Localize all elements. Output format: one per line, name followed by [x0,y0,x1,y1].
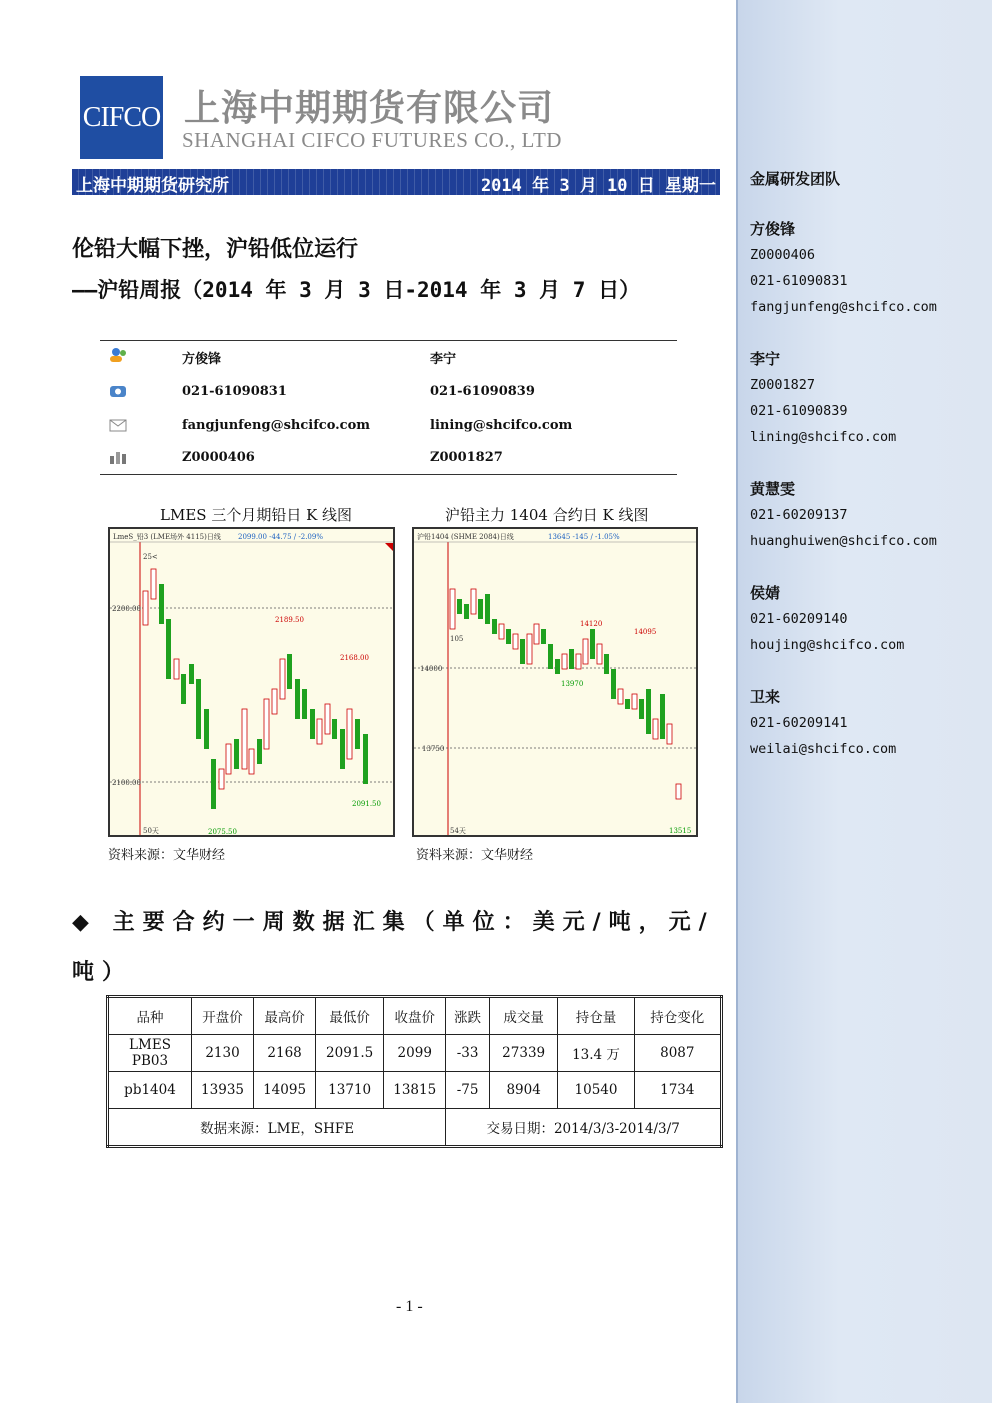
lme-candles [143,569,368,809]
author-2-phone: 021-61090839 [430,384,535,399]
chart-right-label-hi2: 14095 [634,628,657,636]
chart-icon [108,449,128,465]
member-email: houjing@shcifco.com [750,637,905,653]
shfe-lead-kline-chart [412,527,698,837]
mail-icon [108,417,128,433]
author-2-name: 李宁 [430,352,457,367]
chart-right-label-y1: 14000 [420,665,443,673]
contact-row-ids [100,447,677,471]
member-name: 李宁 [750,350,781,368]
table-cell: -33 [446,1035,490,1072]
table-cell: 1734 [634,1072,721,1109]
table-header-cell: 开盘价 [192,997,254,1035]
table-date-range: 交易日期：2014/3/3-2014/3/7 [446,1109,722,1147]
table-cell: 13815 [384,1072,446,1109]
chart-right-header-vals: 13645 -145 / -1.05% [548,533,620,541]
member-id: Z0000406 [750,247,816,263]
table-cell: 2099 [384,1035,446,1072]
table-header-row [108,997,722,1035]
person-icon [108,347,128,363]
team-member [750,580,904,658]
chart-left-header-vals: 2099.00 -44.75 / -2.09% [238,533,323,541]
report-subtitle: ——沪铅周报（2014 年 3 月 3 日-2014 年 3 月 7 日） [72,278,641,302]
chart-right-header: 沪铅1404 (SHME 2084)日线 [417,533,514,541]
company-name-cn: 上海中期期货有限公司 [184,88,555,129]
table-row [108,1035,722,1072]
table-cell: 10540 [558,1072,634,1109]
table-cell: 8087 [634,1035,721,1072]
table-cell: -75 [446,1072,490,1109]
table-cell: 13710 [316,1072,384,1109]
author-contact-block [100,340,677,475]
table-cell: 27339 [489,1035,558,1072]
table-header-cell: 最高价 [254,997,316,1035]
table-source: 数据来源：LME，SHFE [108,1109,446,1147]
table-cell: LMES PB03 [108,1035,192,1072]
chart-left-label-bottom: 50天 [143,827,159,835]
member-phone: 021-60209140 [750,611,848,627]
banner-date: 2014 年 3 月 10 日 星期一 [480,176,716,196]
team-member [750,346,896,450]
table-header-cell: 品种 [108,997,192,1035]
banner-institute: 上海中期期货研究所 [76,176,229,196]
table-cell: pb1404 [108,1072,192,1109]
member-name: 方俊锋 [750,220,796,238]
chart-right-label-top: 105 [450,635,464,643]
chart-left-label-y2: 2100.00 [112,779,141,787]
chart-left-label-hi: 2189.50 [275,616,304,624]
member-email: fangjunfeng@shcifco.com [750,299,937,315]
header-banner [72,169,720,195]
contact-row-phones [100,381,677,405]
table-cell: 13935 [192,1072,254,1109]
author-1-email: fangjunfeng@shcifco.com [182,418,371,433]
chart-right-label-y2: 13750 [422,745,445,753]
table-header-cell: 收盘价 [384,997,446,1035]
member-phone: 021-60209141 [750,715,848,731]
chart-right-label-lo: 13970 [561,680,584,688]
chart-left-header: LmeS_铅3 (LME场外 4115)日线 [113,533,221,541]
member-phone: 021-61090831 [750,273,848,289]
chart-left-label-hi2: 2168.00 [340,654,369,662]
author-1-name: 方俊锋 [182,352,222,367]
chart-right-label-last: 13515 [669,827,692,835]
page-number: - 1 - [396,1298,423,1315]
table-row [108,1072,722,1109]
table-footer-row [108,1109,722,1147]
table-cell: 8904 [489,1072,558,1109]
report-title: 伦铅大幅下挫，沪铅低位运行 [72,237,359,262]
member-phone: 021-61090839 [750,403,848,419]
author-2-id: Z0001827 [430,450,503,465]
phone-icon [108,383,128,399]
lme-kline-svg [110,529,393,835]
author-2-email: lining@shcifco.com [430,418,573,433]
chart-left-label-top: 25< [143,553,158,561]
member-email: lining@shcifco.com [750,429,897,445]
team-sidebar [736,0,992,1403]
author-1-phone: 021-61090831 [182,384,287,399]
member-phone: 021-60209137 [750,507,848,523]
chart-left-source: 资料来源：文华财经 [108,848,226,863]
chart-right-label-bottom: 54天 [450,827,466,835]
company-name-en: SHANGHAI CIFCO FUTURES CO., LTD [182,128,562,152]
chart-left-label-last: 2091.50 [352,800,381,808]
author-1-id: Z0000406 [182,450,255,465]
shfe-kline-svg [414,529,696,835]
chart-left-label-lo: 2075.50 [208,828,237,835]
section-title: ◆ 主要合约一周数据汇集（单位：美元/吨，元/吨） [72,910,715,985]
member-email: weilai@shcifco.com [750,741,897,757]
sidebar-title: 金属研发团队 [750,170,841,188]
table-header-cell: 成交量 [489,997,558,1035]
weekly-data-table [106,995,723,1148]
table-header-cell: 最低价 [316,997,384,1035]
team-member [750,684,896,762]
chart-right-caption: 沪铅主力 1404 合约日 K 线图 [445,506,649,524]
table-cell: 14095 [254,1072,316,1109]
table-header-cell: 持仓量 [558,997,634,1035]
member-name: 卫来 [750,688,781,706]
team-member [750,476,937,554]
chart-right-source: 资料来源：文华财经 [416,848,534,863]
logo-text: CIFCO [82,101,161,133]
company-logo [80,76,163,159]
shfe-candles [450,589,681,799]
table-cell: 13.4 万 [558,1035,634,1072]
table-cell: 2168 [254,1035,316,1072]
table-cell: 2130 [192,1035,254,1072]
member-email: huanghuiwen@shcifco.com [750,533,937,549]
table-header-cell: 持仓变化 [634,997,721,1035]
member-id: Z0001827 [750,377,816,393]
chart-left-label-y1: 2200.00 [112,605,141,613]
team-member [750,216,937,320]
chart-left-caption: LMES 三个月期铅日 K 线图 [160,506,353,524]
lme-lead-kline-chart [108,527,395,837]
table-cell: 2091.5 [316,1035,384,1072]
member-name: 黄慧雯 [750,480,796,498]
contact-row-names [100,345,677,369]
chart-right-label-hi: 14120 [580,620,603,628]
table-header-cell: 涨跌 [446,997,490,1035]
member-name: 侯婧 [750,584,781,602]
contact-row-emails [100,415,677,439]
